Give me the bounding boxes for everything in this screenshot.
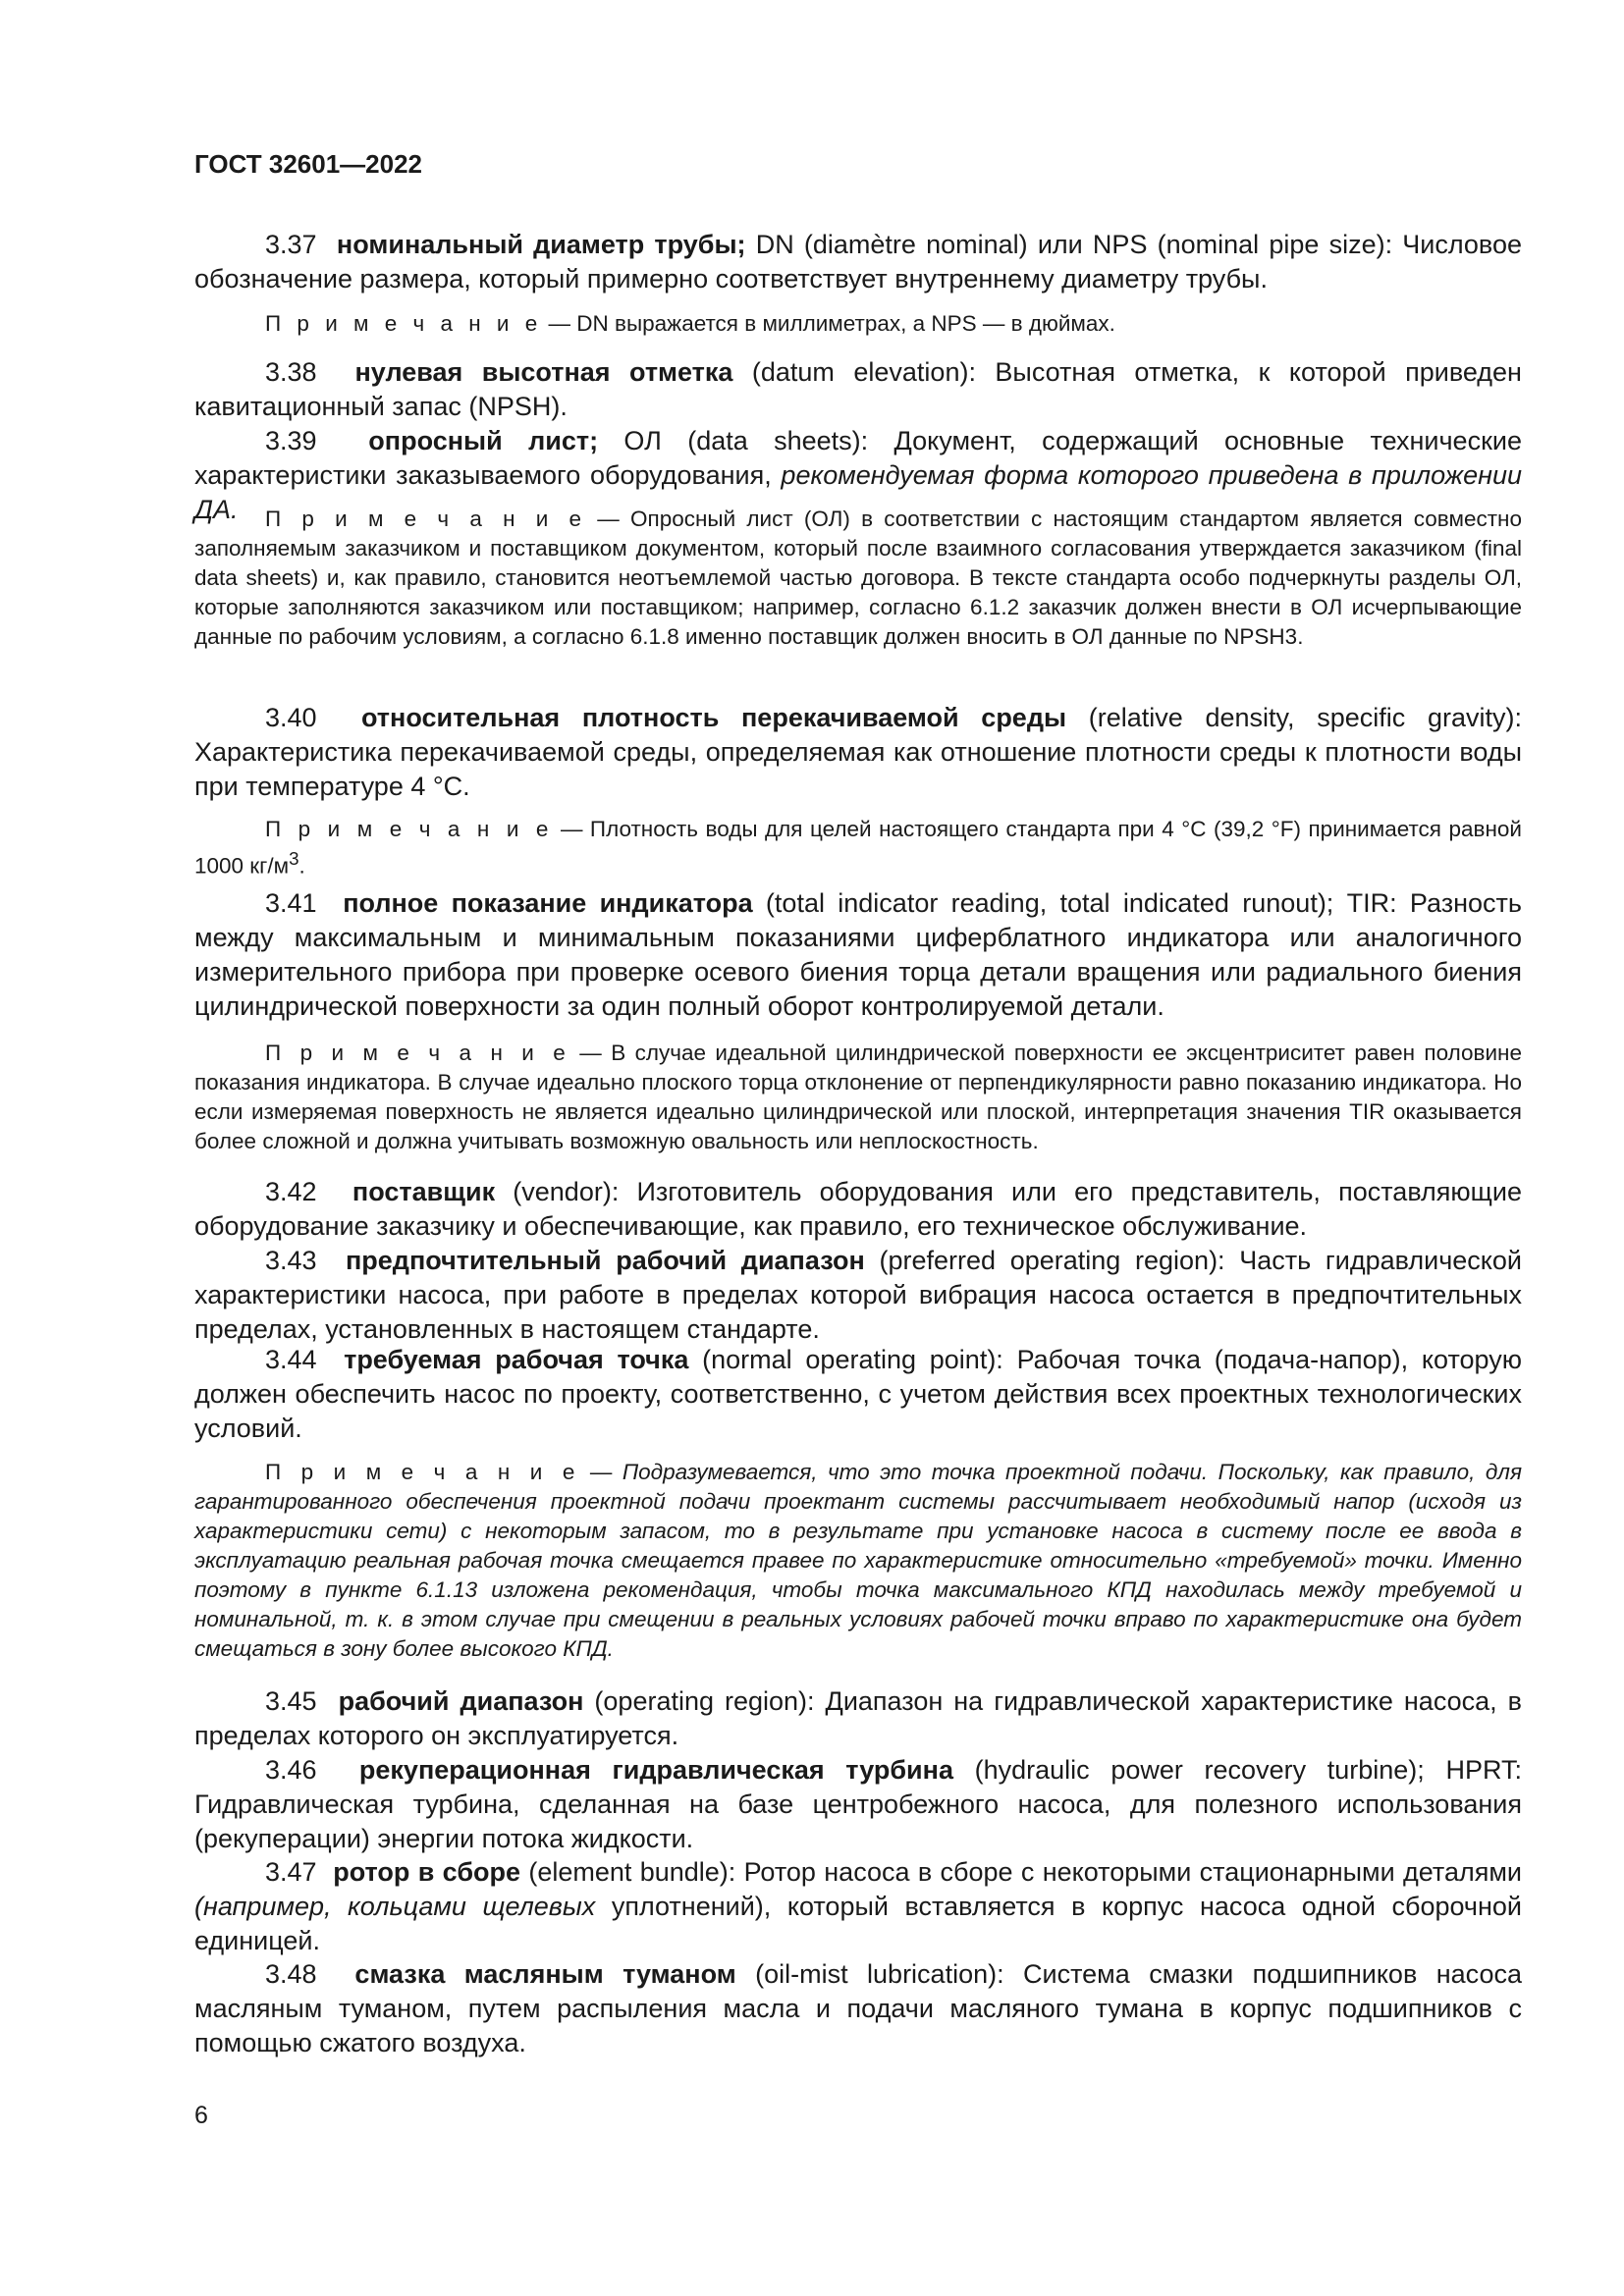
term-3-45 <box>194 1684 1522 1753</box>
note-3-39 <box>194 505 1522 652</box>
term-3-37 <box>194 228 1522 296</box>
term-title: рекуперационная гидравлическая турбина <box>358 1755 953 1785</box>
term-number: 3.44 <box>265 1345 317 1374</box>
note-label: П р и м е ч а н и е <box>265 311 543 336</box>
note-text: — Плотность воды для целей настоящего стандарта при 4 °С (39,2 °F) принимается равной 1000 кг/м <box>194 817 1522 879</box>
term-definition: (element bundle): Ротор насоса в сборе с некоторыми стационарными деталями <box>520 1857 1522 1887</box>
note-text: — DN выражается в миллиметрах, а NPS — в дюймах. <box>548 311 1115 336</box>
term-title: требуемая рабочая точка <box>344 1345 689 1374</box>
term-number: 3.48 <box>265 1959 317 1989</box>
term-definition: (normal operating point): Рабочая точка (подача-напор), которую должен обеспечить насос по проекту, соответственно, с учетом действия всех проектных технологических условий. <box>194 1345 1522 1443</box>
term-title: полное показание индикатора <box>343 888 753 918</box>
term-3-48 <box>194 1957 1522 2060</box>
term-3-43 <box>194 1244 1522 1347</box>
term-3-40 <box>194 701 1522 804</box>
note-text: Подразумевается, что это точка проектной подачи. Поскольку, как правило, для гарантированного обеспечения проектной подачи проектант системы рассчитывает необходимый напор (исходя из характеристики сети) с некоторым запасом, то в результате при установке насоса в систему после ее ввода в эксплуатацию реальная рабочая точка смещается правее по характеристике относительно «требуемой» точки. Именно поэтому в пункте 6.1.13 изложена рекомендация, чтобы точка максимального КПД находилась между требуемой и номинальной, т. к. в этом случае при смещении в реальных условиях рабочей точки вправо по характеристике она будет смещаться в зону более высокого КПД. <box>194 1460 1522 1661</box>
term-definition: (oil-mist lubrication): Система смазки подшипников насоса масляным туманом, путем распыления масла и подачи масляного тумана в корпус подшипников с помощью сжатого воздуха. <box>194 1959 1522 2057</box>
term-number: 3.41 <box>265 888 317 918</box>
term-number: 3.39 <box>265 426 317 455</box>
term-definition: ОЛ (data sheets): Документ, содержащий основные технические характеристики заказываемого оборудования, <box>194 426 1522 490</box>
term-number: 3.43 <box>265 1246 317 1275</box>
term-title: предпочтительный рабочий диапазон <box>345 1246 865 1275</box>
term-definition: (vendor): Изготовитель оборудования или его представитель, поставляющие оборудование заказчику и обеспечивающие, как правило, его техническое обслуживание. <box>194 1177 1522 1241</box>
note-3-44 <box>194 1458 1522 1664</box>
term-number: 3.47 <box>265 1857 317 1887</box>
term-number: 3.46 <box>265 1755 317 1785</box>
note-dash: — <box>579 1460 623 1484</box>
term-definition: (operating region): Диапазон на гидравлической характеристике насоса, в пределах которого он эксплуатируется. <box>194 1686 1522 1750</box>
note-text: — В случае идеальной цилиндрической поверхности ее эксцентриситет равен половине показания индикатора. В случае идеально плоского торца отклонение от перпендикулярности равно показанию индикатора. Но если измеряемая поверхность не является идеально цилиндрической или плоской, интерпретация значения TIR оказывается более сложной и должна учитывать возможную овальность или неплоскостность. <box>194 1041 1522 1153</box>
term-title: опросный лист; <box>368 426 599 455</box>
document-header: ГОСТ 32601—2022 <box>194 149 422 179</box>
term-title: смазка масляным туманом <box>354 1959 736 1989</box>
note-3-37 <box>194 309 1522 339</box>
term-title: рабочий диапазон <box>338 1686 584 1716</box>
term-title: ротор в сборе <box>333 1857 520 1887</box>
term-definition: (preferred operating region): Часть гидравлической характеристики насоса, при работе в пределах которой вибрация насоса остается в предпочтительных пределах, установленных в настоящем стандарте. <box>194 1246 1522 1344</box>
note-label: П р и м е ч а н и е <box>265 1041 570 1065</box>
note-text: — Опросный лист (ОЛ) в соответствии с настоящим стандартом является совместно заполняемым заказчиком и поставщиком документом, который после взаимного согласования утверждается заказчиком (final data sheets) и, как правило, становится неотъемлемой частью договора. В тексте стандарта особо подчеркнуты разделы ОЛ, которые заполняются заказчиком или поставщиком; например, согласно 6.1.2 заказчик должен внести в ОЛ исчерпывающие данные по рабочим условиям, а согласно 6.1.8 именно поставщик должен вносить в ОЛ данные по NPSH3. <box>194 507 1522 649</box>
note-text-end: . <box>298 853 305 879</box>
term-definition: (relative density, specific gravity): Характеристика перекачиваемой среды, определяемая как отношение плотности среды к плотности воды при температуре 4 °С. <box>194 703 1522 801</box>
term-3-42 <box>194 1175 1522 1244</box>
term-definition: DN (diamètre nominal) или NPS (nominal pipe size): Числовое обозначение размера, который примерно соответствует внутреннему диаметру трубы. <box>194 230 1522 294</box>
note-label: П р и м е ч а н и е <box>265 507 587 531</box>
term-number: 3.42 <box>265 1177 317 1206</box>
note-3-41 <box>194 1039 1522 1156</box>
note-superscript: 3 <box>289 848 299 869</box>
page-number: 6 <box>194 2102 208 2129</box>
term-definition-italic: (например, кольцами щелевых <box>194 1892 596 1921</box>
term-definition: (hydraulic power recovery turbine); HPRT: Гидравлическая турбина, сделанная на базе центробежного насоса, для полезного использования (рекуперации) энергии потока жидкости. <box>194 1755 1522 1853</box>
term-number: 3.38 <box>265 357 317 387</box>
term-title: нулевая высотная отметка <box>354 357 733 387</box>
term-3-44 <box>194 1343 1522 1446</box>
term-number: 3.37 <box>265 230 317 259</box>
term-3-47 <box>194 1855 1522 1958</box>
note-label: П р и м е ч а н и е <box>265 817 554 841</box>
term-number: 3.45 <box>265 1686 317 1716</box>
term-definition-italic: рекомендуемая форма которого приведена в приложении ДА. <box>194 460 1522 524</box>
note-label: П р и м е ч а н и е <box>265 1460 580 1484</box>
term-number: 3.40 <box>265 703 317 732</box>
term-title: поставщик <box>352 1177 496 1206</box>
term-3-38 <box>194 355 1522 424</box>
term-title: номинальный диаметр трубы; <box>336 230 746 259</box>
note-3-40 <box>194 815 1522 881</box>
term-definition-end: уплотнений), который вставляется в корпус насоса одной сборочной единицей. <box>194 1892 1523 1955</box>
term-3-41 <box>194 886 1522 1024</box>
term-title: относительная плотность перекачиваемой среды <box>360 703 1067 732</box>
term-3-46 <box>194 1753 1522 1856</box>
term-definition: (total indicator reading, total indicated runout); TIR: Разность между максимальным и минимальным показаниями циферблатного индикатора или аналогичного измерительного прибора при проверке осевого биения торца детали вращения или радиального биения цилиндрической поверхности за один полный оборот контролируемой детали. <box>194 888 1522 1021</box>
term-definition: (datum elevation): Высотная отметка, к которой приведен кавитационный запас (NPSH). <box>194 357 1522 421</box>
